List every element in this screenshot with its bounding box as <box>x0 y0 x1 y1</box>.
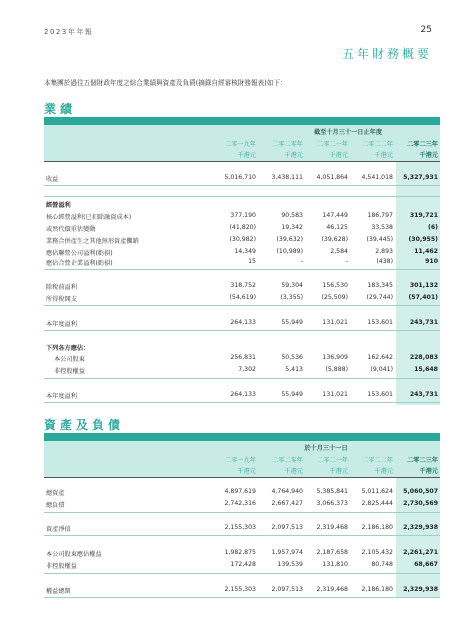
row-value: 15,648 <box>414 366 438 373</box>
row-value: (29,744) <box>366 294 393 301</box>
row-value: (5,888) <box>325 366 348 373</box>
row-label: 所得稅開支 <box>46 296 77 303</box>
row-value: 162,642 <box>367 354 393 361</box>
row-value: 15 <box>248 258 256 265</box>
row-label: 除稅前溢利 <box>46 284 77 291</box>
row-value: 2,097,513 <box>271 586 303 593</box>
row-value: 243,731 <box>409 319 438 326</box>
divider-rule <box>44 330 440 331</box>
row-value: 2,742,316 <box>224 500 256 507</box>
row-value: (39,628) <box>321 236 348 243</box>
unit-header: 千港元 <box>284 468 303 475</box>
row-value: 4,897,619 <box>224 488 256 495</box>
row-value: - <box>300 258 303 265</box>
page-title: 五年財務概要 <box>341 47 432 61</box>
unit-header: 千港元 <box>237 152 256 159</box>
row-value: 2,730,569 <box>403 500 438 507</box>
year-header: 二零一九年 <box>225 457 256 464</box>
divider-rule <box>44 573 440 574</box>
row-label: 下列各方應佔： <box>46 345 90 352</box>
row-value: 2,584 <box>330 248 348 255</box>
row-label: 總負債 <box>46 502 65 509</box>
row-value: 59,304 <box>281 282 303 289</box>
assets-title-bar <box>44 433 440 441</box>
row-value: (54,619) <box>229 294 256 301</box>
row-value: 5,060,507 <box>403 488 438 495</box>
row-value: 183,345 <box>367 282 393 289</box>
row-value: (3,355) <box>280 294 303 301</box>
row-value: 910 <box>425 258 438 265</box>
unit-header: 千港元 <box>329 468 348 475</box>
row-value: (25,509) <box>321 294 348 301</box>
row-value: (41,820) <box>229 224 256 231</box>
row-value: (438) <box>376 258 393 265</box>
row-value: (39,445) <box>366 236 393 243</box>
row-label: 本公司股東 <box>54 356 85 363</box>
row-value: 5,011,624 <box>361 488 393 495</box>
row-value: 2,097,513 <box>271 524 303 531</box>
divider-rule <box>44 402 440 403</box>
row-value: 1,982,875 <box>224 549 256 556</box>
row-value: 90,583 <box>281 212 303 219</box>
row-label: 本年度溢利 <box>46 393 77 400</box>
assets-section-title: 資產及負債 <box>44 418 125 432</box>
unit-header: 千港元 <box>419 152 438 159</box>
row-value: 2,667,427 <box>271 500 303 507</box>
divider-rule <box>44 597 440 598</box>
row-value: 19,342 <box>281 224 303 231</box>
year-header: 二零二零年 <box>272 141 303 148</box>
row-value: 318,752 <box>230 282 256 289</box>
row-value: 5,385,841 <box>316 488 348 495</box>
row-label: 資產淨值 <box>46 526 71 533</box>
row-value: 3,438,111 <box>271 174 303 181</box>
row-value: 4,051,864 <box>316 174 348 181</box>
divider-rule <box>44 185 440 186</box>
row-value: 139,539 <box>277 561 303 568</box>
results-section-title: 業績 <box>44 102 77 116</box>
row-label: 收益 <box>46 176 59 183</box>
row-value: 131,021 <box>322 391 348 398</box>
row-value: 11,462 <box>414 248 438 255</box>
row-value: (10,989) <box>276 248 303 255</box>
row-value: - <box>345 258 348 265</box>
unit-header: 千港元 <box>374 468 393 475</box>
period-header: 於十月三十一日 <box>304 445 348 452</box>
row-value: 264,133 <box>230 319 256 326</box>
row-value: 153,601 <box>367 391 393 398</box>
row-label: 或然代價重估變動 <box>46 226 96 233</box>
highlight-column <box>396 125 440 405</box>
unit-header: 千港元 <box>419 468 438 475</box>
report-name: 2023年年報 <box>44 28 94 36</box>
row-label: 應佔合營企業溢利(虧損) <box>46 260 113 267</box>
divider-rule <box>44 161 440 162</box>
row-value: (9,041) <box>370 366 393 373</box>
unit-header: 千港元 <box>237 468 256 475</box>
row-value: 2,261,271 <box>403 549 438 556</box>
intro-text: 本集團於過往五個財政年度之綜合業績與資產及負債(摘錄自經審核財務報表)如下： <box>44 79 287 87</box>
row-value: 2,319,468 <box>316 524 348 531</box>
row-value: 2,186,180 <box>361 586 393 593</box>
row-value: (39,632) <box>276 236 303 243</box>
year-header: 二零二二年 <box>362 141 393 148</box>
divider-rule <box>44 269 440 270</box>
year-header: 二零二一年 <box>317 457 348 464</box>
row-value: 131,810 <box>322 561 348 568</box>
year-header: 二零二三年 <box>407 141 438 148</box>
row-value: 3,066,373 <box>316 500 348 507</box>
unit-header: 千港元 <box>284 152 303 159</box>
row-value: 68,667 <box>414 561 438 568</box>
row-label: 本年度溢利 <box>46 321 77 328</box>
divider-rule <box>44 512 440 513</box>
row-value: 50,536 <box>281 354 303 361</box>
row-value: 172,428 <box>230 561 256 568</box>
row-label: 非控股權益 <box>46 563 77 570</box>
row-value: 264,133 <box>230 391 256 398</box>
row-value: 228,083 <box>409 354 438 361</box>
row-value: 377,190 <box>230 212 256 219</box>
divider-rule <box>44 305 440 306</box>
row-value: 256,831 <box>230 354 256 361</box>
row-value: 2,105,432 <box>361 549 393 556</box>
row-value: 7,302 <box>238 366 256 373</box>
row-value: 1,957,974 <box>271 549 303 556</box>
row-value: 186,797 <box>367 212 393 219</box>
row-value: 4,541,018 <box>361 174 393 181</box>
row-value: 243,731 <box>409 391 438 398</box>
row-value: 2,319,468 <box>316 586 348 593</box>
year-header: 二零二二年 <box>362 457 393 464</box>
row-value: 2,825,444 <box>361 500 393 507</box>
row-value: 301,132 <box>409 282 438 289</box>
period-header: 截至十月三十一日止年度 <box>313 129 383 136</box>
row-value: 136,909 <box>322 354 348 361</box>
row-value: 156,530 <box>322 282 348 289</box>
row-label: 核心經營溢利(已扣除融資成本) <box>46 214 132 221</box>
year-header: 二零二三年 <box>407 457 438 464</box>
year-header: 二零二零年 <box>272 457 303 464</box>
results-title-bar <box>44 117 440 125</box>
row-value: 5,327,931 <box>403 174 438 181</box>
unit-header: 千港元 <box>374 152 393 159</box>
row-value: 80,748 <box>371 561 393 568</box>
row-label: 非控股權益 <box>54 368 85 375</box>
row-label: 應佔聯營公司溢利(虧損) <box>46 250 113 257</box>
divider-rule <box>44 378 440 379</box>
row-value: 147,449 <box>322 212 348 219</box>
row-label: 總資產 <box>46 490 65 497</box>
row-value: (6) <box>428 224 438 231</box>
row-value: (57,401) <box>408 294 438 301</box>
row-value: 14,349 <box>234 248 256 255</box>
row-value: 55,949 <box>281 391 303 398</box>
row-value: 46,125 <box>326 224 348 231</box>
row-label: 經營溢利 <box>46 202 71 209</box>
row-value: 55,949 <box>281 319 303 326</box>
row-value: (30,955) <box>408 236 438 243</box>
row-value: 5,016,710 <box>224 174 256 181</box>
row-value: 2,186,180 <box>361 524 393 531</box>
divider-rule <box>44 196 440 197</box>
row-value: 2,329,938 <box>403 586 438 593</box>
row-value: 2,155,303 <box>224 524 256 531</box>
divider-rule <box>44 477 440 478</box>
row-value: 33,538 <box>371 224 393 231</box>
page-number: 25 <box>420 25 432 35</box>
row-value: 2,329,938 <box>403 524 438 531</box>
row-value: 2,893 <box>375 248 393 255</box>
row-label: 本公司股東應佔權益 <box>46 551 102 558</box>
row-label: 業務合併產生之其他無形資產攤銷 <box>46 238 139 245</box>
year-header: 二零二一年 <box>317 141 348 148</box>
row-value: (30,982) <box>229 236 256 243</box>
row-value: 2,155,303 <box>224 586 256 593</box>
year-header: 二零一九年 <box>225 141 256 148</box>
row-value: 319,721 <box>409 212 438 219</box>
row-value: 5,413 <box>285 366 303 373</box>
row-label: 權益總額 <box>46 588 71 595</box>
row-value: 131,021 <box>322 319 348 326</box>
row-value: 2,187,658 <box>316 549 348 556</box>
divider-rule <box>44 535 440 536</box>
row-value: 153,601 <box>367 319 393 326</box>
row-value: 4,764,940 <box>271 488 303 495</box>
unit-header: 千港元 <box>329 152 348 159</box>
